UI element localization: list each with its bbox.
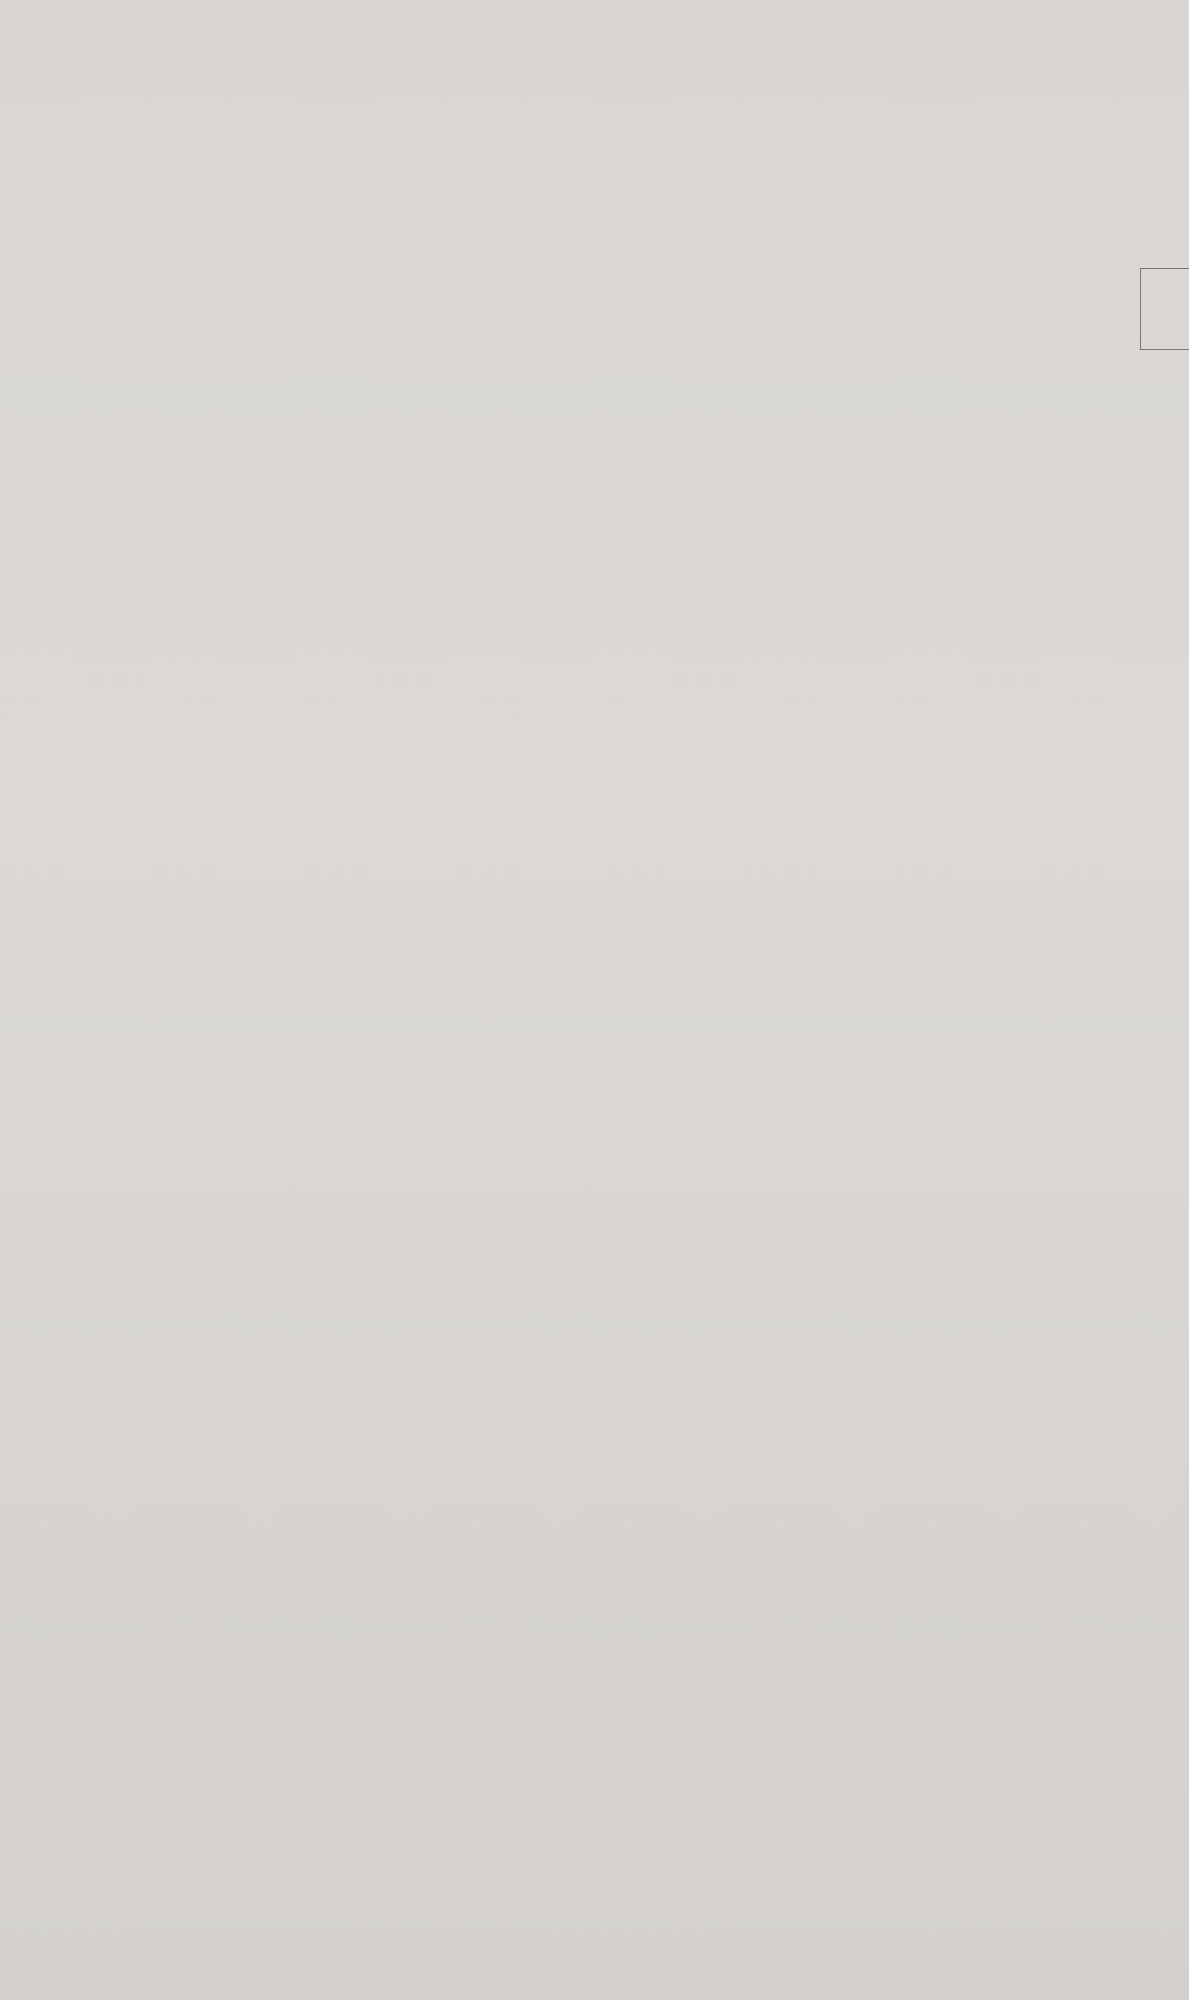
de-box bbox=[1140, 268, 1189, 350]
